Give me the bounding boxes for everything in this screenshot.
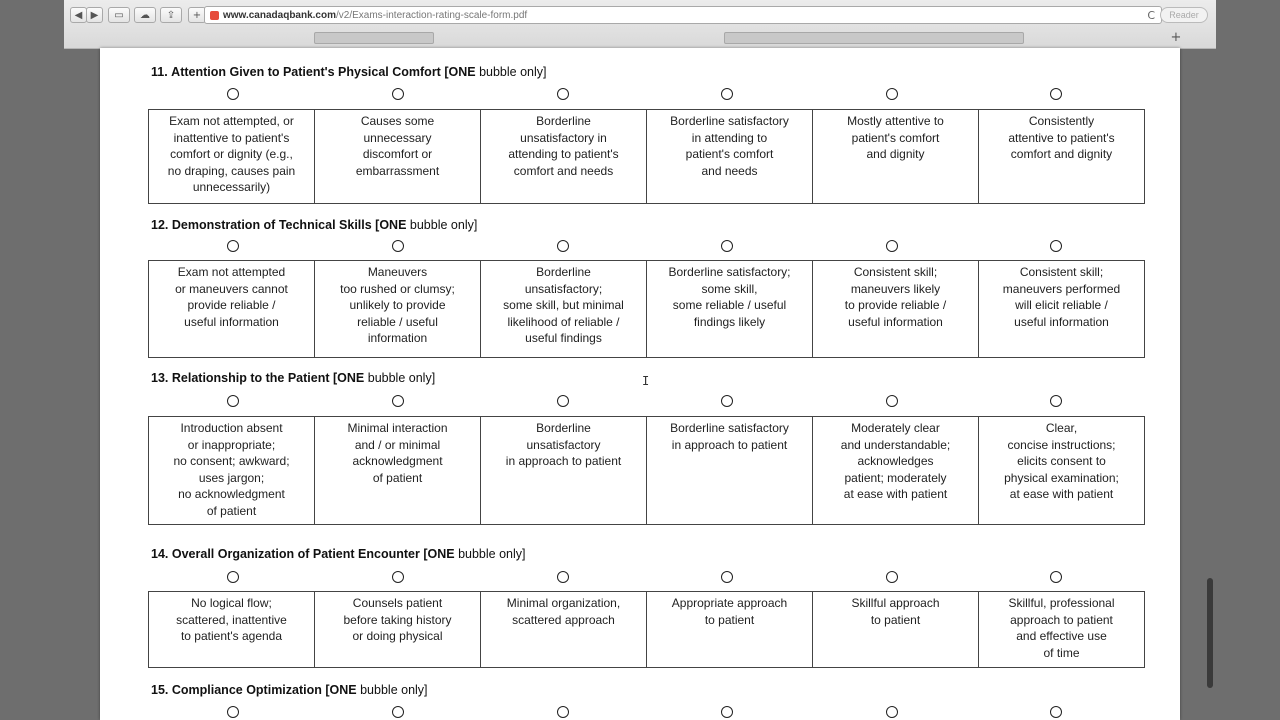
bubble-12-1[interactable] (227, 240, 239, 252)
bubble-15-6[interactable] (1050, 706, 1062, 718)
rating-cell: Minimal organization, scattered approach (481, 592, 647, 667)
rating-cell: Borderline unsatisfactory in attending to patient's comfort and needs (481, 110, 647, 203)
bubble-12-2[interactable] (392, 240, 404, 252)
bubble-13-1[interactable] (227, 395, 239, 407)
rating-cell: Consistently attentive to patient's comfort and dignity (979, 110, 1145, 203)
zoom-in-icon[interactable]: + (1170, 30, 1182, 45)
rating-cell: Exam not attempted, or inattentive to patient's comfort or dignity (e.g., no draping, causes pain unnecessarily) (149, 110, 315, 203)
rating-cell: Consistent skill; maneuvers performed will elicit reliable / useful information (979, 261, 1145, 357)
bubble-11-1[interactable] (227, 88, 239, 100)
bubble-12-6[interactable] (1050, 240, 1062, 252)
address-bar[interactable] (204, 6, 1162, 24)
reader-button[interactable]: Reader (1160, 7, 1208, 23)
rating-cell: Clear, concise instructions; elicits consent to physical examination; at ease with patient (979, 417, 1145, 524)
rating-cell: Borderline satisfactory in attending to patient's comfort and needs (647, 110, 813, 203)
scrollbar-thumb[interactable] (1207, 578, 1213, 688)
pdf-toolbar-segment[interactable] (724, 32, 1024, 44)
bubble-12-5[interactable] (886, 240, 898, 252)
rating-cell: Borderline satisfactory; some skill, some reliable / useful findings likely (647, 261, 813, 357)
icloud-tabs-button[interactable] (134, 7, 156, 23)
rating-cell: Minimal interaction and / or minimal acknowledgment of patient (315, 417, 481, 524)
bubble-11-5[interactable] (886, 88, 898, 100)
bubble-14-6[interactable] (1050, 571, 1062, 583)
bubble-13-2[interactable] (392, 395, 404, 407)
bubble-14-1[interactable] (227, 571, 239, 583)
rating-cell: Appropriate approach to patient (647, 592, 813, 667)
bubble-13-4[interactable] (721, 395, 733, 407)
plus-icon: + (192, 9, 202, 21)
bubble-13-3[interactable] (557, 395, 569, 407)
section-title-12: 12. Demonstration of Technical Skills [ONE bubble only] (151, 218, 478, 232)
rating-cell: Moderately clear and understandable; acknowledges patient; moderately at ease with patient (813, 417, 979, 524)
vertical-scrollbar[interactable] (1204, 48, 1216, 720)
rating-cell: Skillful approach to patient (813, 592, 979, 667)
bubble-15-1[interactable] (227, 706, 239, 718)
rating-cell: Exam not attempted or maneuvers cannot provide reliable / useful information (149, 261, 315, 357)
rating-cell: Skillful, professional approach to patient and effective use of time (979, 592, 1145, 667)
rating-cell: Consistent skill; maneuvers likely to provide reliable / useful information (813, 261, 979, 357)
forward-button[interactable] (86, 7, 103, 23)
section-title-14: 14. Overall Organization of Patient Encounter [ONE bubble only] (151, 547, 526, 561)
bubble-14-5[interactable] (886, 571, 898, 583)
url-host: www.canadaqbank.com (223, 9, 336, 21)
site-favicon-icon (210, 11, 219, 20)
bubble-12-4[interactable] (721, 240, 733, 252)
text-cursor-icon: I (642, 374, 650, 388)
bubble-11-6[interactable] (1050, 88, 1062, 100)
bubble-15-3[interactable] (557, 706, 569, 718)
bubble-11-2[interactable] (392, 88, 404, 100)
bubble-15-4[interactable] (721, 706, 733, 718)
bubble-15-5[interactable] (886, 706, 898, 718)
rating-cell: Causes some unnecessary discomfort or embarrassment (315, 110, 481, 203)
rating-cell: Counsels patient before taking history or doing physical (315, 592, 481, 667)
bubble-13-5[interactable] (886, 395, 898, 407)
share-icon: ⇪ (166, 9, 176, 21)
pdf-toolbar (64, 28, 1216, 48)
rating-cell: Borderline satisfactory in approach to patient (647, 417, 813, 524)
bubble-11-3[interactable] (557, 88, 569, 100)
url-path: /v2/Exams-interaction-rating-scale-form.pdf (336, 9, 528, 21)
reload-icon[interactable]: C (1147, 8, 1155, 22)
back-arrow-icon: ◀ (74, 9, 83, 21)
sidebar-icon: ▭ (114, 9, 124, 21)
pdf-toolbar-segment[interactable] (314, 32, 434, 44)
rating-row-13 (148, 416, 1145, 525)
browser-toolbar (64, 0, 1216, 49)
section-title-13: 13. Relationship to the Patient [ONE bubble only] (151, 371, 436, 385)
rating-cell: Mostly attentive to patient's comfort and dignity (813, 110, 979, 203)
bubble-14-3[interactable] (557, 571, 569, 583)
bubble-14-4[interactable] (721, 571, 733, 583)
rating-cell: No logical flow; scattered, inattentive to patient's agenda (149, 592, 315, 667)
rating-row-11 (148, 109, 1145, 204)
bubble-12-3[interactable] (557, 240, 569, 252)
cloud-icon: ☁ (140, 9, 150, 21)
back-button[interactable] (70, 7, 87, 23)
rating-row-14 (148, 591, 1145, 668)
bubble-13-6[interactable] (1050, 395, 1062, 407)
rating-row-12 (148, 260, 1145, 358)
section-title-11: 11. Attention Given to Patient's Physical Comfort [ONE bubble only] (151, 65, 547, 79)
rating-cell: Borderline unsatisfactory; some skill, but minimal likelihood of reliable / useful findings (481, 261, 647, 357)
bubble-14-2[interactable] (392, 571, 404, 583)
rating-cell: Introduction absent or inappropriate; no consent; awkward; uses jargon; no acknowledgment of patient (149, 417, 315, 524)
pdf-page (100, 48, 1180, 720)
forward-arrow-icon: ▶ (90, 9, 99, 21)
bubble-11-4[interactable] (721, 88, 733, 100)
bubble-15-2[interactable] (392, 706, 404, 718)
section-title-15: 15. Compliance Optimization [ONE bubble only] (151, 683, 428, 697)
rating-cell: Borderline unsatisfactory in approach to patient (481, 417, 647, 524)
sidebar-button[interactable] (108, 7, 130, 23)
rating-cell: Maneuvers too rushed or clumsy; unlikely to provide reliable / useful information (315, 261, 481, 357)
share-button[interactable] (160, 7, 182, 23)
